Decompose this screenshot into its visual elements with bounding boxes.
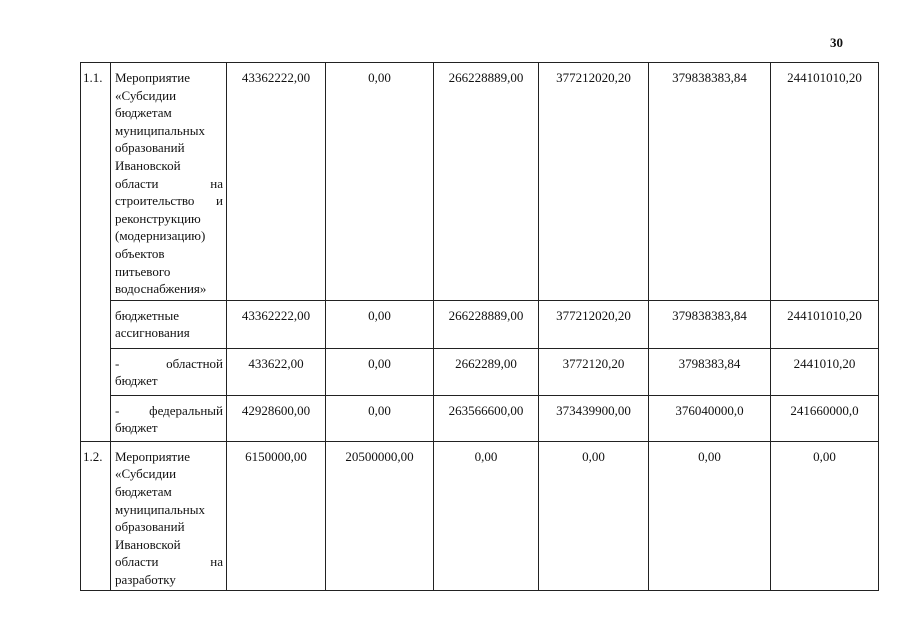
description-line: разработку <box>115 571 176 587</box>
value-cell: 3772120,20 <box>539 348 649 395</box>
description-line: «Субсидии <box>115 466 177 482</box>
value-cell: 379838383,84 <box>649 63 771 301</box>
description-line: бюджетные <box>115 307 180 323</box>
description-line: Ивановской <box>115 536 181 552</box>
table-row <box>81 63 879 301</box>
value-cell: 433622,00 <box>227 348 326 395</box>
description-line: образований <box>115 519 185 535</box>
table-row <box>81 395 879 441</box>
description-line: области на <box>115 554 223 570</box>
description-line: бюджет <box>115 373 158 389</box>
description-line: (модернизацию) <box>115 228 206 244</box>
description-line: «Субсидии <box>115 87 177 103</box>
value-cell: 263566600,00 <box>434 395 539 441</box>
description-line: Мероприятие <box>115 448 190 464</box>
description-line: питьевого <box>115 263 171 279</box>
row-index <box>81 395 111 441</box>
value-cell: 376040000,0 <box>649 395 771 441</box>
value-cell: 0,00 <box>771 441 879 591</box>
value-cell: 241660000,0 <box>771 395 879 441</box>
value-cell: 0,00 <box>326 63 434 301</box>
row-description <box>111 441 227 591</box>
table-row <box>81 300 879 348</box>
value-cell: 377212020,20 <box>539 300 649 348</box>
description-line: объектов <box>115 245 165 261</box>
description-line: - областной <box>115 355 223 371</box>
value-cell: 2662289,00 <box>434 348 539 395</box>
description-line: образований <box>115 140 185 156</box>
description-line: бюджет <box>115 420 158 436</box>
description-line: - федеральный <box>115 402 223 418</box>
value-cell: 244101010,20 <box>771 63 879 301</box>
value-cell: 0,00 <box>326 348 434 395</box>
value-cell: 43362222,00 <box>227 300 326 348</box>
description-line: муниципальных <box>115 122 206 138</box>
value-cell: 6150000,00 <box>227 441 326 591</box>
description-line: Ивановской <box>115 157 181 173</box>
value-cell: 0,00 <box>326 395 434 441</box>
value-cell: 0,00 <box>326 300 434 348</box>
value-cell: 0,00 <box>434 441 539 591</box>
description-line: бюджетам <box>115 483 172 499</box>
description-line: строительство и <box>115 193 223 209</box>
table-row <box>81 348 879 395</box>
value-cell: 43362222,00 <box>227 63 326 301</box>
value-cell: 266228889,00 <box>434 63 539 301</box>
description-line: Мероприятие <box>115 70 190 85</box>
value-cell: 20500000,00 <box>326 441 434 591</box>
row-index: 1.2. <box>81 441 111 591</box>
value-cell: 42928600,00 <box>227 395 326 441</box>
description-line: муниципальных <box>115 501 206 517</box>
value-cell: 377212020,20 <box>539 63 649 301</box>
value-cell: 266228889,00 <box>434 300 539 348</box>
row-index: 1.1. <box>81 63 111 301</box>
value-cell: 0,00 <box>649 441 771 591</box>
page-number: 30 <box>830 35 843 50</box>
value-cell: 379838383,84 <box>649 300 771 348</box>
description-line: бюджетам <box>115 105 172 121</box>
value-cell: 0,00 <box>539 441 649 591</box>
description-line: водоснабжения» <box>115 281 207 297</box>
row-index <box>81 348 111 395</box>
budget-table <box>80 62 879 591</box>
value-cell: 373439900,00 <box>539 395 649 441</box>
value-cell: 244101010,20 <box>771 300 879 348</box>
row-description <box>111 300 227 348</box>
row-index <box>81 300 111 348</box>
row-description <box>111 348 227 395</box>
table-row <box>81 441 879 591</box>
description-line: реконструкцию <box>115 210 201 226</box>
description-line: ассигнования <box>115 325 190 341</box>
row-description <box>111 395 227 441</box>
row-description <box>111 63 227 301</box>
description-line: области на <box>115 175 223 191</box>
value-cell: 3798383,84 <box>649 348 771 395</box>
value-cell: 2441010,20 <box>771 348 879 395</box>
